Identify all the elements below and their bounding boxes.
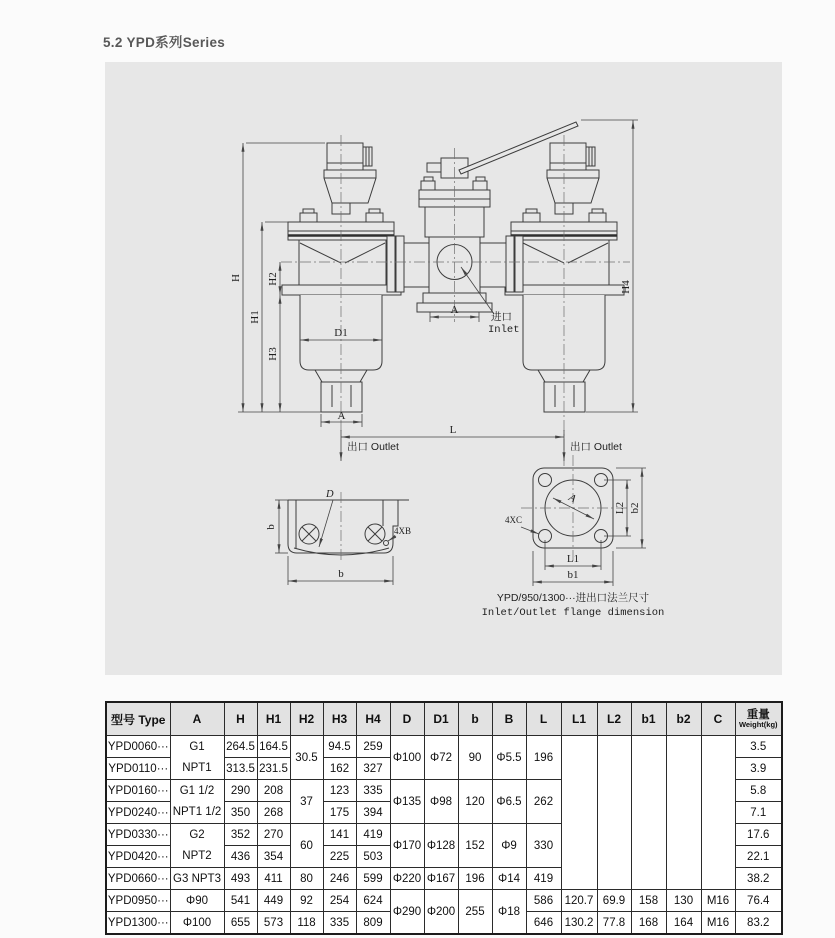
cell-h1: 270 (257, 824, 290, 846)
dim-l-label: L (449, 424, 457, 436)
cell-l: 330 (526, 824, 561, 868)
cell-a-line1: G1 (189, 740, 205, 753)
cell-h: 436 (224, 846, 257, 868)
cell-a-line2: NPT1 1/2 (172, 805, 222, 818)
cell-h4: 809 (356, 912, 390, 935)
dim-b2-label: b2 (629, 502, 641, 514)
dim-l1-label: L1 (566, 553, 580, 565)
cell-a (170, 824, 224, 868)
dim-h4-label: H4 (620, 280, 632, 294)
cell-b2: 164 (666, 912, 701, 935)
dim-b1-label: b1 (567, 569, 579, 581)
outlet-label-right: 出口 Outlet (570, 441, 622, 453)
cell-h2: 37 (290, 780, 323, 824)
col-header-l: L (526, 702, 561, 736)
na-cell-c (701, 736, 735, 890)
cell-l: 646 (526, 912, 561, 935)
cell-weight: 7.1 (735, 802, 782, 824)
cell-a (170, 736, 224, 780)
cell-type: YPD0060··· (106, 736, 170, 758)
cell-a-line2: NPT1 (182, 761, 212, 774)
cell-weight: 17.6 (735, 824, 782, 846)
cell-b: 152 (458, 824, 492, 868)
cell-d: Φ100 (390, 736, 424, 780)
cell-b: 196 (458, 868, 492, 890)
cell-l2: 77.8 (597, 912, 631, 935)
cell-weight: 3.9 (735, 758, 782, 780)
cell-type: YPD0950··· (106, 890, 170, 912)
col-header-d1: D1 (424, 702, 458, 736)
cell-type: YPD1300··· (106, 912, 170, 935)
cell-d1: Φ98 (424, 780, 458, 824)
cell-h1: 268 (257, 802, 290, 824)
cell-h3: 162 (323, 758, 356, 780)
cell-h3: 335 (323, 912, 356, 935)
page-title: 5.2 YPD系列Series (103, 35, 226, 50)
cell-h1: 354 (257, 846, 290, 868)
col-header-b1: b1 (631, 702, 666, 736)
cell-bcap: Φ6.5 (492, 780, 526, 824)
cell-type: YPD0330··· (106, 824, 170, 846)
cell-h: 493 (224, 868, 257, 890)
cell-weight: 76.4 (735, 890, 782, 912)
cell-h2: 30.5 (290, 736, 323, 780)
cell-type: YPD0110··· (106, 758, 170, 780)
cell-h: 264.5 (224, 736, 257, 758)
dim-l2-label: L2 (614, 501, 626, 515)
dim-a-outlet-label: A (337, 410, 346, 422)
cell-h: 655 (224, 912, 257, 935)
cell-d1: Φ167 (424, 868, 458, 890)
outlet-label-left: 出口 Outlet (347, 441, 399, 453)
cell-bcap: Φ18 (492, 890, 526, 935)
cell-h1: 449 (257, 890, 290, 912)
flange-view (482, 455, 665, 619)
cell-h4: 419 (356, 824, 390, 846)
col-header-l1: L1 (561, 702, 597, 736)
cell-bcap: Φ14 (492, 868, 526, 890)
cell-h: 350 (224, 802, 257, 824)
cell-d1: Φ72 (424, 736, 458, 780)
cell-h1: 573 (257, 912, 290, 935)
col-header-bcap: B (492, 702, 526, 736)
cell-h4: 503 (356, 846, 390, 868)
na-cell-b2 (666, 736, 701, 890)
cell-a: Φ90 (170, 890, 224, 912)
cell-d: Φ170 (390, 824, 424, 868)
cell-bcap: Φ9 (492, 824, 526, 868)
cell-a: Φ100 (170, 912, 224, 935)
dim-a-valve-label: A (450, 304, 459, 316)
dim-4xc-label: 4XC (505, 515, 523, 525)
cell-weight: 3.5 (735, 736, 782, 758)
cell-h1: 208 (257, 780, 290, 802)
col-header-h2: H2 (290, 702, 323, 736)
flange-caption-en: Inlet/Outlet flange dimension (481, 607, 665, 619)
cell-l: 196 (526, 736, 561, 780)
drawing-panel (105, 62, 782, 675)
cell-c: M16 (701, 912, 735, 935)
dim-h1-label: H1 (249, 310, 261, 324)
cell-h4: 259 (356, 736, 390, 758)
col-header-b2: b2 (666, 702, 701, 736)
cell-h3: 254 (323, 890, 356, 912)
cell-type: YPD0160··· (106, 780, 170, 802)
dimension-table-wrap (105, 701, 783, 935)
dimension-table (105, 701, 783, 935)
col-header-h1: H1 (257, 702, 290, 736)
cell-type: YPD0420··· (106, 846, 170, 868)
cell-h3: 175 (323, 802, 356, 824)
cell-l2: 69.9 (597, 890, 631, 912)
cell-h3: 246 (323, 868, 356, 890)
cell-b1: 158 (631, 890, 666, 912)
cell-h4: 335 (356, 780, 390, 802)
cell-a (170, 780, 224, 824)
cell-h3: 123 (323, 780, 356, 802)
cell-b: 255 (458, 890, 492, 935)
weight-header-cn: 重量 (746, 709, 770, 721)
cell-l: 262 (526, 780, 561, 824)
inlet-label-en: Inlet (488, 324, 520, 336)
cell-h: 541 (224, 890, 257, 912)
col-header-d: D (390, 702, 424, 736)
col-header-h3: H3 (323, 702, 356, 736)
cell-weight: 38.2 (735, 868, 782, 890)
dim-h-label: H (230, 274, 242, 282)
cell-c: M16 (701, 890, 735, 912)
cell-h4: 394 (356, 802, 390, 824)
left-filter-housing (282, 143, 401, 412)
cell-type: YPD0240··· (106, 802, 170, 824)
cell-h3: 141 (323, 824, 356, 846)
cell-h3: 94.5 (323, 736, 356, 758)
dim-b-left-label: b (265, 524, 277, 530)
cell-l: 586 (526, 890, 561, 912)
cell-b: 90 (458, 736, 492, 780)
col-header-h: H (224, 702, 257, 736)
dim-d-label: D (326, 489, 334, 500)
cell-h3: 225 (323, 846, 356, 868)
cell-d: Φ290 (390, 890, 424, 935)
cell-l1: 120.7 (561, 890, 597, 912)
cell-d1: Φ200 (424, 890, 458, 935)
flange-caption-cn: YPD/950/1300···进出口法兰尺寸 (496, 592, 650, 604)
cell-h1: 231.5 (257, 758, 290, 780)
cell-weight: 5.8 (735, 780, 782, 802)
cell-d1: Φ128 (424, 824, 458, 868)
technical-drawing (105, 62, 782, 675)
cell-h: 290 (224, 780, 257, 802)
cell-a-line1: G1 1/2 (179, 784, 215, 797)
cell-h4: 599 (356, 868, 390, 890)
table-row (106, 736, 782, 758)
cell-h4: 327 (356, 758, 390, 780)
na-cell-l1 (561, 736, 597, 890)
cell-h2: 92 (290, 890, 323, 912)
cell-weight: 83.2 (735, 912, 782, 935)
cell-type: YPD0660··· (106, 868, 170, 890)
cell-bcap: Φ5.5 (492, 736, 526, 780)
cell-a-line2: NPT2 (182, 849, 212, 862)
cell-d: Φ220 (390, 868, 424, 890)
cell-l: 419 (526, 868, 561, 890)
na-cell-l2 (597, 736, 631, 890)
cell-b1: 168 (631, 912, 666, 935)
cell-h2: 118 (290, 912, 323, 935)
cell-b: 120 (458, 780, 492, 824)
inlet-label-cn: 进口 (491, 311, 512, 323)
cell-l1: 130.2 (561, 912, 597, 935)
dim-b-bottom-label: b (338, 568, 344, 580)
dim-d1-label: D1 (334, 327, 348, 339)
cell-h: 352 (224, 824, 257, 846)
cell-h4: 624 (356, 890, 390, 912)
cell-h2: 60 (290, 824, 323, 868)
cell-b2: 130 (666, 890, 701, 912)
header-row (106, 702, 782, 736)
dim-h2-label: H2 (267, 272, 279, 286)
cell-h1: 164.5 (257, 736, 290, 758)
col-header-c: C (701, 702, 735, 736)
dim-a-flange-label: A (566, 492, 578, 506)
na-cell-b1 (631, 736, 666, 890)
col-header-l2: L2 (597, 702, 631, 736)
col-header-type: 型号 Type (106, 702, 170, 736)
dim-h3-label: H3 (267, 347, 279, 361)
col-header-h4: H4 (356, 702, 390, 736)
cell-weight: 22.1 (735, 846, 782, 868)
cell-h2: 80 (290, 868, 323, 890)
weight-header-en: Weight(kg) (738, 720, 778, 729)
col-header-a: A (170, 702, 224, 736)
cell-a-line1: G2 (189, 828, 205, 841)
mounting-plate-bottom-view (265, 489, 411, 585)
cell-h1: 411 (257, 868, 290, 890)
cell-h: 313.5 (224, 758, 257, 780)
dim-4xb-label: 4XB (394, 526, 412, 536)
cell-a: G3 NPT3 (170, 868, 224, 890)
table-row (106, 890, 782, 912)
col-header-b: b (458, 702, 492, 736)
col-header-weight (735, 702, 782, 736)
cell-d: Φ135 (390, 780, 424, 824)
